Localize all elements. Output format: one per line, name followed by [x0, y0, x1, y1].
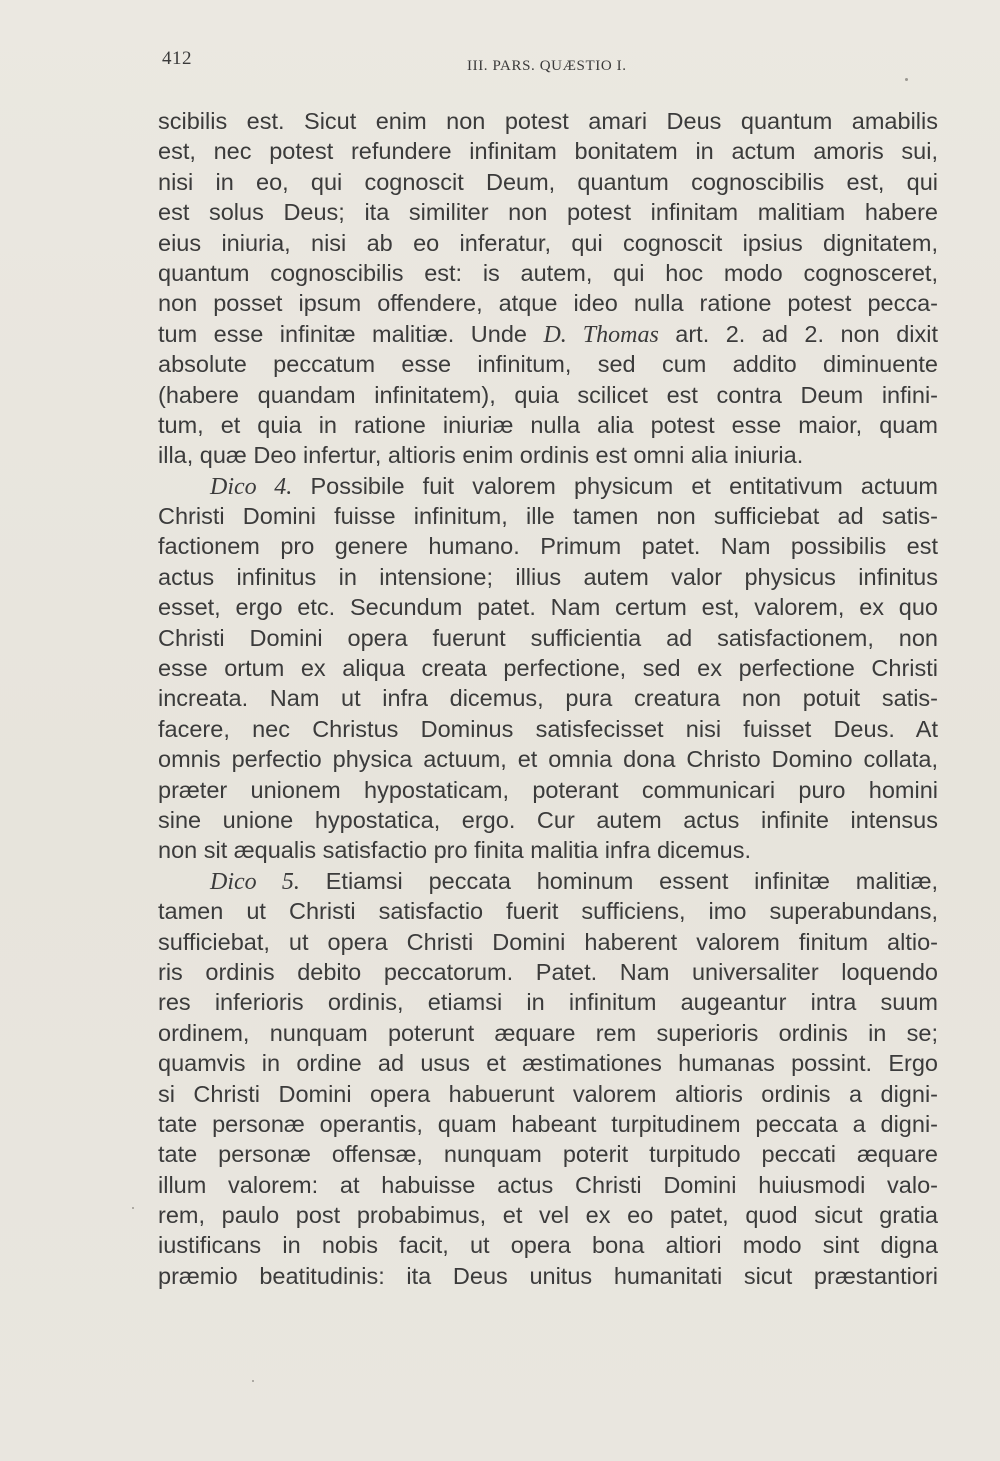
- text-line: [158, 1170, 938, 1200]
- text-run: tate personæ offensæ, nunquam poterit turpitudo peccati æquare: [158, 1141, 938, 1168]
- text-line: [158, 349, 938, 379]
- text-run: non posset ipsum offendere, atque ideo nulla ratione potest pecca-: [158, 290, 938, 317]
- text-run: rem, paulo post probabimus, et vel ex eo patet, quod sicut gratia: [158, 1202, 938, 1229]
- text-line: [158, 471, 938, 501]
- text-line: [158, 957, 938, 987]
- text-run: præter unionem hypostaticam, poterant communicari puro homini: [158, 776, 938, 803]
- text-run: sine unione hypostatica, ergo. Cur autem actus infinite intensus: [158, 806, 938, 833]
- text-line: [158, 683, 938, 713]
- text-run: nisi in eo, qui cognoscit Deum, quantum cognoscibilis est, qui: [158, 168, 938, 195]
- text-line: [158, 562, 938, 592]
- text-line: [158, 835, 938, 865]
- text-run: scibilis est. Sicut enim non potest amari Deus quantum amabilis: [158, 108, 938, 134]
- text-run: res inferioris ordinis, etiamsi in infinitum augeantur intra suum: [158, 989, 938, 1016]
- text-run: Christi Domini opera fuerunt sufficientia ad satisfactionem, non: [158, 624, 938, 651]
- text-line: [158, 1230, 938, 1260]
- text-run: iustificans in nobis facit, ut opera bona altiori modo sint digna: [158, 1232, 938, 1259]
- text-line: [158, 1079, 938, 1109]
- text-run: factionem pro genere humano. Primum patet. Nam possibilis est: [158, 533, 938, 560]
- text-run: omnis perfectio physica actuum, et omnia dona Christo Domino collata,: [158, 746, 938, 773]
- text-line: [158, 805, 938, 835]
- text-run: eius iniuria, nisi ab eo inferatur, qui cognoscit ipsius dignitatem,: [158, 229, 938, 256]
- text-run: Possibile fuit valorem physicum et entitativum actuum: [292, 472, 938, 499]
- text-run: si Christi Domini opera habuerunt valorem altioris ordinis a digni-: [158, 1080, 938, 1107]
- text-line: [158, 106, 938, 136]
- text-line: [158, 288, 938, 318]
- text-line: [158, 1139, 938, 1169]
- text-line: [158, 167, 938, 197]
- text-line: [158, 927, 938, 957]
- paper-speck: [252, 1380, 254, 1382]
- text-run: (habere quandam infinitatem), quia scilicet est contra Deum infini-: [158, 381, 938, 408]
- text-run: quantum cognoscibilis est: is autem, qui hoc modo cognosceret,: [158, 259, 938, 286]
- text-line: [158, 1200, 938, 1230]
- text-run: illum valorem: at habuisse actus Christi Domini huiusmodi valo-: [158, 1171, 938, 1198]
- text-run: absolute peccatum esse infinitum, sed cum addito diminuente: [158, 351, 938, 378]
- text-run: sufficiebat, ut opera Christi Domini haberent valorem finitum altio-: [158, 928, 938, 955]
- text-line: [158, 592, 938, 622]
- text-line: [158, 440, 938, 470]
- text-run: tum, et quia in ratione iniuriæ nulla alia potest esse maior, quam: [158, 411, 938, 438]
- text-run: Christi Domini fuisse infinitum, ille tamen non sufficiebat ad satis-: [158, 503, 938, 530]
- text-line: [158, 714, 938, 744]
- text-run: facere, nec Christus Dominus satisfecisset nisi fuisset Deus. At: [158, 715, 938, 742]
- text-run: quamvis in ordine ad usus et æstimationes humanas possint. Ergo: [158, 1050, 938, 1077]
- italic-text: D. Thomas: [543, 321, 659, 348]
- running-head: III. PARS. QUÆSTIO I.: [467, 58, 627, 74]
- body-text: [158, 106, 938, 1291]
- text-line: [158, 228, 938, 258]
- text-run: Etiamsi peccata hominum essent infinitæ malitiæ,: [299, 867, 938, 894]
- text-line: [158, 531, 938, 561]
- text-line: [158, 744, 938, 774]
- text-line: [158, 410, 938, 440]
- text-line: [158, 1109, 938, 1139]
- text-line: [158, 623, 938, 653]
- text-run: increata. Nam ut infra dicemus, pura creatura non potuit satis-: [158, 685, 938, 712]
- text-line: [158, 197, 938, 227]
- text-line: [158, 501, 938, 531]
- italic-text: Dico 4.: [210, 473, 293, 500]
- page-header: [162, 44, 942, 80]
- paper-speck: [132, 1207, 134, 1209]
- text-run: esset, ergo etc. Secundum patet. Nam certum est, valorem, ex quo: [158, 594, 938, 621]
- text-line: [158, 866, 938, 896]
- text-run: tamen ut Christi satisfactio fuerit sufficiens, imo superabundans,: [158, 898, 938, 925]
- text-line: [158, 319, 938, 349]
- text-line: [158, 1018, 938, 1048]
- text-line: [158, 258, 938, 288]
- text-run: art. 2. ad 2. non dixit: [658, 320, 938, 347]
- page-number: 412: [162, 48, 192, 69]
- text-line: [158, 896, 938, 926]
- text-line: [158, 1048, 938, 1078]
- text-run: præmio beatitudinis: ita Deus unitus humanitati sicut præstantiori: [158, 1262, 938, 1289]
- text-line: [158, 380, 938, 410]
- text-run: illa, quæ Deo infertur, altioris enim ordinis est omni alia iniuria.: [158, 442, 804, 469]
- italic-text: Dico 5.: [210, 868, 300, 895]
- paper-speck: [905, 78, 908, 81]
- text-run: ordinem, nunquam poterunt æquare rem superioris ordinis in se;: [158, 1019, 938, 1046]
- text-run: est, nec potest refundere infinitam bonitatem in actum amoris sui,: [158, 138, 938, 165]
- text-line: [158, 136, 938, 166]
- text-run: est solus Deus; ita similiter non potest infinitam malitiam habere: [158, 199, 938, 226]
- text-line: [158, 987, 938, 1017]
- text-line: [158, 775, 938, 805]
- text-run: tum esse infinitæ malitiæ. Unde: [158, 320, 544, 347]
- text-run: non sit æqualis satisfactio pro finita malitia infra dicemus.: [158, 837, 751, 864]
- text-run: esse ortum ex aliqua creata perfectione, sed ex perfectione Christi: [158, 655, 938, 682]
- text-line: [158, 1261, 938, 1291]
- text-run: ris ordinis debito peccatorum. Patet. Nam universaliter loquendo: [158, 958, 938, 985]
- text-run: actus infinitus in intensione; illius autem valor physicus infinitus: [158, 563, 938, 590]
- text-line: [158, 653, 938, 683]
- text-run: tate personæ operantis, quam habeant turpitudinem peccata a digni-: [158, 1110, 938, 1137]
